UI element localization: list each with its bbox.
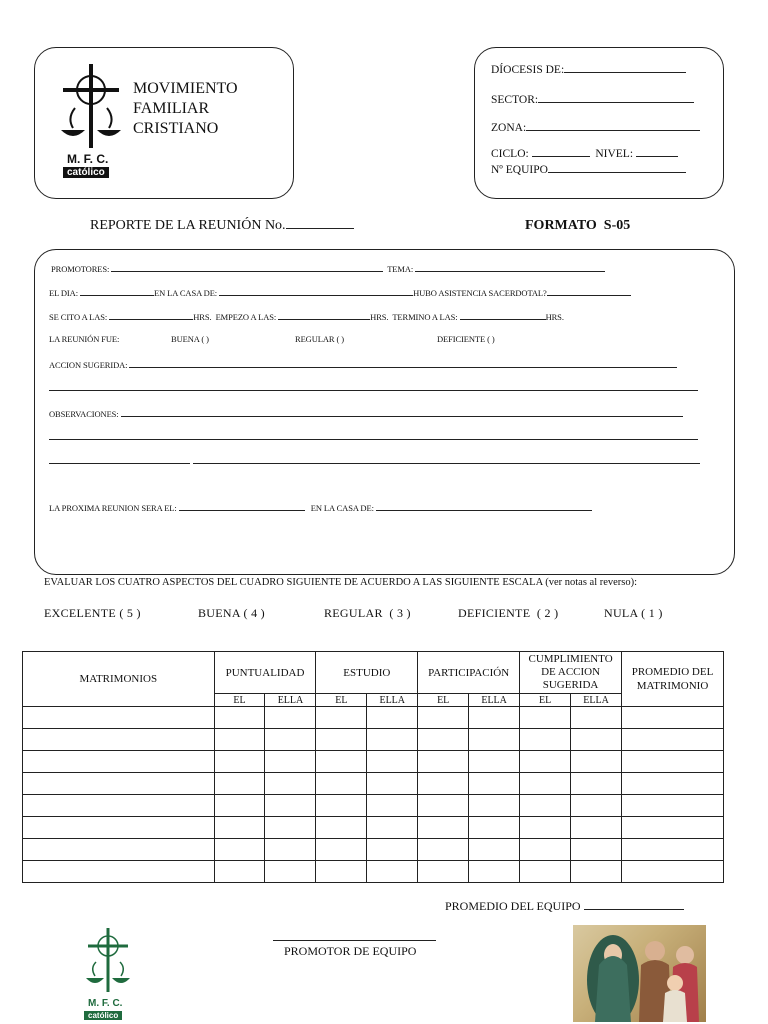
promedio-cell[interactable] <box>622 817 724 839</box>
score-cell[interactable] <box>316 795 367 817</box>
observaciones-line-3b[interactable] <box>193 463 700 464</box>
sector-label: SECTOR: <box>491 94 539 106</box>
footer-mfc-cross-logo-icon <box>82 926 134 998</box>
puntualidad-header: PUNTUALIDAD <box>214 652 316 694</box>
footer-logo-text: M. F. C. <box>88 998 123 1009</box>
cumplimiento-header: CUMPLIMIENTO DE ACCION SUGERIDA <box>520 652 622 694</box>
table-row <box>23 861 724 883</box>
ciclo-field[interactable] <box>532 147 590 157</box>
score-cell[interactable] <box>520 773 571 795</box>
footer-logo-subtext: católico <box>84 1011 122 1020</box>
score-cell[interactable] <box>571 817 622 839</box>
promedio-cell[interactable] <box>622 795 724 817</box>
score-cell[interactable] <box>571 795 622 817</box>
score-cell[interactable] <box>520 861 571 883</box>
score-cell[interactable] <box>316 861 367 883</box>
tema-field[interactable] <box>415 262 605 272</box>
matrimonio-cell[interactable] <box>23 839 215 861</box>
score-cell[interactable] <box>214 729 265 751</box>
org-title-line-3: CRISTIANO <box>133 120 219 137</box>
evaluation-table <box>22 651 724 883</box>
score-cell[interactable] <box>520 817 571 839</box>
promedio-equipo-field[interactable] <box>584 900 684 910</box>
scale-deficiente: DEFICIENTE ( 2 ) <box>458 606 559 620</box>
scale-nula: NULA ( 1 ) <box>604 606 663 620</box>
table-row <box>23 795 724 817</box>
score-cell[interactable] <box>520 707 571 729</box>
score-cell[interactable] <box>469 795 520 817</box>
score-cell[interactable] <box>571 861 622 883</box>
el-subheader: EL <box>316 694 367 707</box>
termino-field[interactable] <box>460 310 546 320</box>
promedio-cell[interactable] <box>622 707 724 729</box>
score-cell[interactable] <box>367 861 418 883</box>
score-cell[interactable] <box>469 817 520 839</box>
score-cell[interactable] <box>418 729 469 751</box>
el-dia-field[interactable] <box>80 286 154 296</box>
score-cell[interactable] <box>214 707 265 729</box>
score-cell[interactable] <box>469 707 520 729</box>
accion-line-2[interactable] <box>49 390 698 391</box>
score-cell[interactable] <box>469 861 520 883</box>
accion-field[interactable] <box>129 358 677 368</box>
ella-subheader: ELLA <box>367 694 418 707</box>
accion-label: ACCION SUGERIDA: <box>49 360 128 370</box>
table-row <box>23 817 724 839</box>
score-cell[interactable] <box>214 839 265 861</box>
matrimonio-cell[interactable] <box>23 817 215 839</box>
holy-family-image <box>573 925 706 1022</box>
score-cell[interactable] <box>316 707 367 729</box>
ella-subheader: ELLA <box>571 694 622 707</box>
zona-field[interactable] <box>526 121 700 131</box>
regular-option[interactable]: REGULAR ( ) <box>295 334 344 344</box>
score-cell[interactable] <box>214 751 265 773</box>
observaciones-line-2[interactable] <box>49 439 698 440</box>
score-cell[interactable] <box>469 729 520 751</box>
logo-subtext: católico <box>63 167 109 178</box>
meeting-form-box: PROMOTORES: TEMA: EL DIA: EN LA CASA DE: HUBO ASISTENCIA SACERDOTAL? SE CITO A LAS: HRS. EMPEZO A LAS: HRS. TERMINO A LAS: HRS. LA REUNIÓN FUE: BUENA ( ) REGULAR ( ) DEFICIENTE ( ) ACCION SUGERIDA: OBSERVACIONES: LA PROXIMA REUNION SERA EL: EN LA CASA DE: <box>34 249 735 575</box>
matrimonio-cell[interactable] <box>23 861 215 883</box>
scale-regular: REGULAR ( 3 ) <box>324 606 411 620</box>
score-cell[interactable] <box>367 817 418 839</box>
score-cell[interactable] <box>367 729 418 751</box>
score-cell[interactable] <box>418 795 469 817</box>
matrimonio-cell[interactable] <box>23 773 215 795</box>
ella-subheader: ELLA <box>469 694 520 707</box>
matrimonio-cell[interactable] <box>23 751 215 773</box>
promedio-cell[interactable] <box>622 839 724 861</box>
score-cell[interactable] <box>571 839 622 861</box>
matrimonio-cell[interactable] <box>23 795 215 817</box>
score-cell[interactable] <box>418 861 469 883</box>
table-row <box>23 729 724 751</box>
table-row <box>23 751 724 773</box>
ciclo-label: CICLO: <box>491 148 529 160</box>
score-cell[interactable] <box>469 839 520 861</box>
proxima-field[interactable] <box>179 501 305 511</box>
score-cell[interactable] <box>265 817 316 839</box>
table-body <box>23 707 724 883</box>
org-title <box>133 79 238 139</box>
score-cell[interactable] <box>367 773 418 795</box>
score-cell[interactable] <box>520 839 571 861</box>
score-cell[interactable] <box>265 773 316 795</box>
matrimonios-header: MATRIMONIOS <box>23 652 215 707</box>
se-cito-label: SE CITO A LAS: <box>49 312 108 322</box>
promedio-cell[interactable] <box>622 751 724 773</box>
sector-field[interactable] <box>538 93 694 103</box>
promotores-field[interactable] <box>111 262 383 272</box>
matrimonio-cell[interactable] <box>23 707 215 729</box>
score-cell[interactable] <box>214 817 265 839</box>
empezo-label: EMPEZO A LAS: <box>215 312 277 322</box>
empezo-field[interactable] <box>278 310 370 320</box>
promotores-label: PROMOTORES: <box>51 264 110 274</box>
el-subheader: EL <box>520 694 571 707</box>
promedio-cell[interactable] <box>622 729 724 751</box>
score-cell[interactable] <box>418 817 469 839</box>
nivel-field[interactable] <box>636 147 678 157</box>
score-cell[interactable] <box>214 795 265 817</box>
termino-label: TERMINO A LAS: <box>392 312 458 322</box>
observaciones-label: OBSERVACIONES: <box>49 409 119 419</box>
zona-label: ZONA: <box>491 122 527 134</box>
deficiente-option[interactable]: DEFICIENTE ( ) <box>437 334 495 344</box>
promedio-cell[interactable] <box>622 773 724 795</box>
asistencia-field[interactable] <box>547 286 631 296</box>
diocese-info-box <box>474 47 724 199</box>
en-la-casa-label: EN LA CASA DE: <box>154 288 218 298</box>
logo-text: M. F. C. <box>67 152 109 166</box>
promotor-equipo-label: PROMOTOR DE EQUIPO <box>284 944 417 958</box>
en-la-casa-field[interactable] <box>219 286 413 296</box>
tema-label: TEMA: <box>387 264 414 274</box>
scale-buena: BUENA ( 4 ) <box>198 606 265 620</box>
promotor-signature-line[interactable] <box>273 940 436 941</box>
score-cell[interactable] <box>469 751 520 773</box>
evaluation-instruction: EVALUAR LOS CUATRO ASPECTOS DEL CUADRO SIGUIENTE DE ACUERDO A LAS SIGUIENTE ESCALA (ver notas al reverso): <box>44 577 638 588</box>
proxima-label: LA PROXIMA REUNION SERA EL: <box>49 503 177 513</box>
mfc-cross-logo-icon <box>55 60 127 156</box>
diocesis-label: DÍOCESIS DE: <box>491 64 565 76</box>
score-cell[interactable] <box>265 751 316 773</box>
reunion-fue-label: LA REUNIÓN FUE: <box>49 334 120 344</box>
score-cell[interactable] <box>265 861 316 883</box>
equipo-field[interactable] <box>548 163 686 173</box>
en-la-casa2-label: EN LA CASA DE: <box>310 503 374 513</box>
score-cell[interactable] <box>265 839 316 861</box>
org-header-box <box>34 47 294 199</box>
el-subheader: EL <box>418 694 469 707</box>
score-cell[interactable] <box>469 773 520 795</box>
asistencia-label: HUBO ASISTENCIA SACERDOTAL? <box>413 288 547 298</box>
score-cell[interactable] <box>520 751 571 773</box>
score-cell[interactable] <box>316 729 367 751</box>
score-cell[interactable] <box>418 773 469 795</box>
observaciones-line-3a[interactable] <box>49 463 190 464</box>
score-cell[interactable] <box>571 751 622 773</box>
score-cell[interactable] <box>316 773 367 795</box>
observaciones-field[interactable] <box>121 407 683 417</box>
diocesis-field[interactable] <box>564 63 686 73</box>
promedio-cell[interactable] <box>622 861 724 883</box>
score-cell[interactable] <box>265 707 316 729</box>
score-cell[interactable] <box>418 707 469 729</box>
score-cell[interactable] <box>316 751 367 773</box>
en-la-casa2-field[interactable] <box>376 501 592 511</box>
score-cell[interactable] <box>265 795 316 817</box>
ella-subheader: ELLA <box>265 694 316 707</box>
score-cell[interactable] <box>418 839 469 861</box>
score-cell[interactable] <box>367 707 418 729</box>
score-cell[interactable] <box>418 751 469 773</box>
score-cell[interactable] <box>571 729 622 751</box>
se-cito-field[interactable] <box>109 310 193 320</box>
score-cell[interactable] <box>571 773 622 795</box>
promedio-equipo: PROMEDIO DEL EQUIPO <box>445 899 684 914</box>
promedio-header: PROMEDIO DEL MATRIMONIO <box>622 652 724 707</box>
buena-option[interactable]: BUENA ( ) <box>171 334 209 344</box>
equipo-label: Nº EQUIPO <box>491 164 548 176</box>
estudio-header: ESTUDIO <box>316 652 418 694</box>
score-cell[interactable] <box>265 729 316 751</box>
org-title-line-1: MOVIMIENTO <box>133 80 238 97</box>
scale-excelente: EXCELENTE ( 5 ) <box>44 606 141 620</box>
report-number-field[interactable] <box>286 219 354 229</box>
score-cell[interactable] <box>214 861 265 883</box>
format-label: FORMATO S-05 <box>525 218 631 233</box>
table-row <box>23 839 724 861</box>
table-row <box>23 707 724 729</box>
report-title: REPORTE DE LA REUNIÓN No. <box>90 218 354 234</box>
nivel-label: NIVEL: <box>595 148 634 160</box>
table-row <box>23 773 724 795</box>
el-subheader: EL <box>214 694 265 707</box>
score-cell[interactable] <box>367 751 418 773</box>
el-dia-label: EL DIA: <box>49 288 78 298</box>
score-cell[interactable] <box>571 707 622 729</box>
score-cell[interactable] <box>367 839 418 861</box>
participacion-header: PARTICIPACIÓN <box>418 652 520 694</box>
score-cell[interactable] <box>316 817 367 839</box>
score-cell[interactable] <box>316 839 367 861</box>
score-cell[interactable] <box>214 773 265 795</box>
matrimonio-cell[interactable] <box>23 729 215 751</box>
score-cell[interactable] <box>367 795 418 817</box>
org-title-line-2: FAMILIAR <box>133 100 210 117</box>
score-cell[interactable] <box>520 795 571 817</box>
score-cell[interactable] <box>520 729 571 751</box>
